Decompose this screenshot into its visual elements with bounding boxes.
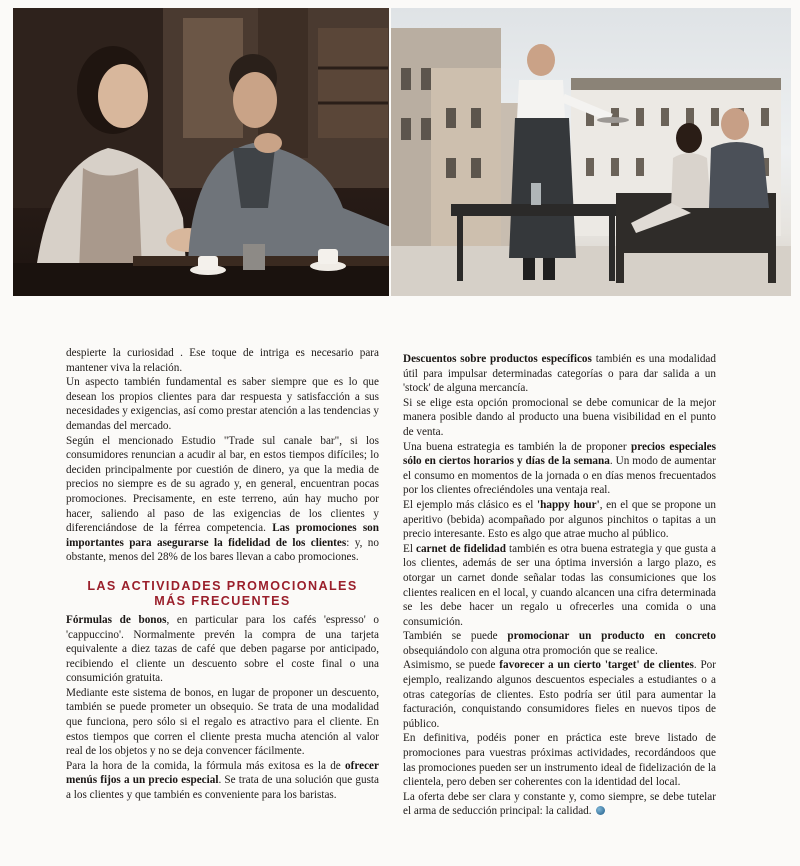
paragraph xyxy=(403,542,716,630)
paragraph xyxy=(403,352,716,396)
emphasis-text: favorecer a un cierto 'target' de clientes xyxy=(499,659,694,672)
section-heading-line: LAS ACTIVIDADES PROMOCIONALES xyxy=(87,578,358,593)
paragraph xyxy=(66,375,379,433)
paragraph-text: . Un modo de aumentar el consumo en momentos de la jornada o en días menos frecuentados por los clientes ofreciéndoles una ventaja real. xyxy=(403,455,716,497)
paragraph xyxy=(66,686,379,759)
emphasis-text: precios especiales sólo en ciertos horarios y días de la semana xyxy=(403,440,716,468)
paragraph-text: también es otra buena estrategia y que gusta a los clientes, además de ser una óptima inversión a largo plazo, es otorgar un carnet donde señalar todas las consumiciones que los clientes realicen en el local, y cuando alcancen una cifra determinada se les debe hacer un regalo u ofrecerles una comida o una consumición. xyxy=(403,542,716,628)
paragraph-text: : y, no obstante, menos del 28% de los bares llevan a cabo promociones. xyxy=(66,536,379,564)
paragraph-text: . Por ejemplo, realizando algunos descuentos especiales a estudiantes o a otras categorías de clientes. Esto podría ser útil para aumentar la facturación, conquistando consumidores fieles en nuevos tipos de público. xyxy=(403,659,716,730)
paragraph-text: Una buena estrategia es también la de proponer xyxy=(403,440,631,453)
paragraph-text: Mediante este sistema de bonos, en lugar de proponer un descuento, también se puede prometer un obsequio. Se trata de una modalidad que funciona, pero sólo si el regalo es atractivo para el cliente. En estos tiempos que corren el cliente presta mucha atención al valor real de los objetos y no se deja convencer fácilmente. xyxy=(66,686,379,758)
paragraph xyxy=(66,613,379,686)
section-heading xyxy=(66,579,379,609)
end-of-article-icon xyxy=(596,806,605,815)
paragraph-text: obsequiándolo con alguna otra promoción que se realice. xyxy=(403,644,658,657)
paragraph-text: También se puede xyxy=(403,630,508,643)
paragraph-text: Asimismo, se puede xyxy=(403,659,500,672)
terrace-waiter-illustration xyxy=(391,8,791,296)
paragraph xyxy=(403,658,716,731)
paragraph-text: Según el mencionado Estudio "Trade sul canale bar", si los consumidores renuncian a acudir al bar, en estos tiempos difíciles; lo deciden principalmente por cuestión de dinero, ya que la media de precios no siempre es de su agrado y, en general, encuentran pocas promociones. Precisamente, en este terreno, aún hay mucho por hacer, saliendo al paso de las exigencias de los clientes y diferenciándose de la férrea competencia. xyxy=(66,434,379,535)
emphasis-text: promocionar un producto en concreto xyxy=(507,630,716,643)
paragraph xyxy=(66,434,379,565)
paragraph-text: , en particular para los cafés 'espresso' o 'cappuccino'. Normalmente prevén la compra de una tarjeta equivalente a diez tazas de café que deben pagarse por anticipado, recibiendo el cliente un descuento sobre el coste final o una consumición gratuita. xyxy=(66,613,379,685)
terrace-waiter-photo xyxy=(391,8,791,296)
left-column xyxy=(66,346,379,803)
emphasis-text: Descuentos sobre productos específicos xyxy=(403,353,592,365)
photo-strip xyxy=(13,8,791,296)
paragraph xyxy=(403,790,716,819)
paragraph-text: . Se trata de una solución que gusta a los clientes y que también es conveniente para los baristas. xyxy=(66,774,379,802)
paragraph xyxy=(66,346,379,375)
paragraph-text: también es una modalidad útil para impulsar determinadas categorías o para dar salida a un 'stock' de alguna mercancía. xyxy=(403,353,716,395)
right-column xyxy=(403,352,716,819)
paragraph-text: despierte la curiosidad . Ese toque de intriga es necesario para mantener viva la relación. xyxy=(66,347,379,374)
paragraph-text: Un aspecto también fundamental es saber siempre que es lo que desean los propios clientes para dar respuesta y satisfacción a sus necesidades y exigencias, así como prestar atención a las tendencias y demandas del mercado. xyxy=(66,376,379,432)
paragraph-text: El ejemplo más clásico es el xyxy=(403,498,538,511)
emphasis-text: Fórmulas de bonos xyxy=(66,613,167,626)
paragraph-text: La oferta debe ser clara y constante y, como siempre, se debe tutelar el arma de seducción principal: la calidad. xyxy=(403,790,716,818)
paragraph xyxy=(403,731,716,789)
emphasis-text: ofrecer menús fijos a un precio especial xyxy=(66,759,379,787)
paragraph xyxy=(403,498,716,542)
paragraph-text: Si se elige esta opción promocional se debe comunicar de la mejor manera posible dando al producto una buena visibilidad en el punto de venta. xyxy=(403,396,716,438)
paragraph xyxy=(403,440,716,498)
paragraph xyxy=(403,396,716,440)
paragraph-text: Para la hora de la comida, la fórmula más exitosa es la de xyxy=(66,759,346,772)
paragraph-text: El xyxy=(403,542,416,555)
paragraph-text: , en el que se propone un aperitivo (bebida) acompañado por algunos pinchitos o tapitas a un precio interesante. Esto es algo que atrae mucho al público. xyxy=(403,498,716,541)
emphasis-text: carnet de fidelidad xyxy=(415,542,506,555)
section-heading-line: MÁS FRECUENTES xyxy=(154,593,291,608)
paragraph xyxy=(66,759,379,803)
paragraph xyxy=(403,629,716,658)
emphasis-text: 'happy hour' xyxy=(537,498,600,511)
paragraph-text: En definitiva, podéis poner en práctica este breve listado de promociones para vuestras próximas actividades, recordándoos que las promociones pueden ser un instrumento ideal de fidelización de la clientela, pero deben ser coherentes con la identidad del local. xyxy=(403,732,716,789)
cafe-couple-photo xyxy=(13,8,389,296)
cafe-couple-illustration xyxy=(13,8,389,296)
emphasis-text: Las promociones son importantes para asegurarse la fidelidad de los clientes xyxy=(66,522,379,549)
